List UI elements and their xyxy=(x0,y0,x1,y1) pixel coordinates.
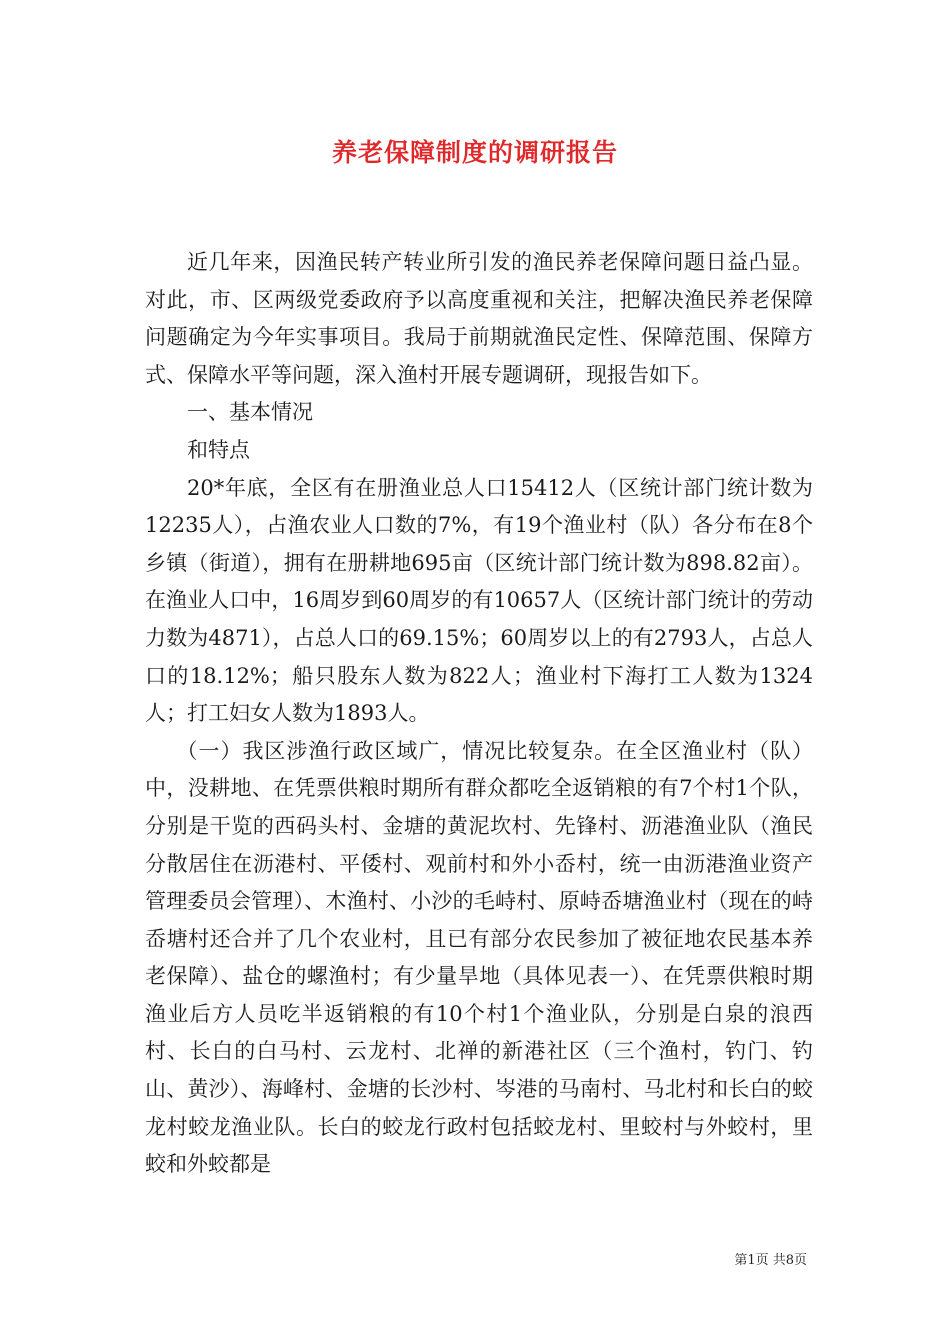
document-body xyxy=(145,244,813,1184)
page-title: 养老保障制度的调研报告 xyxy=(331,138,618,167)
section-heading-continued: 和特点 xyxy=(187,437,250,462)
page-number: 第1页 共8页 xyxy=(734,1253,807,1268)
section-heading: 一、基本情况 xyxy=(187,400,313,425)
paragraph-statistics: 20*年底，全区有在册渔业总人口15412人（区统计部门统计数为12235人），占渔农业人口数的7%，有19个渔业村（队）各分布在8个乡镇（街道），拥有在册耕地695亩（区统计部门统计数为898.82亩）。在渔业人口中，16周岁到60周岁的有10657人（区统计部门统计的劳动力数为4871），占总人口的69.15%；60周岁以上的有2793人，占总人口的18.12%；船只股东人数为822人；渔业村下海打工人数为1324人；打工妇女人数为1893人。 xyxy=(145,475,813,726)
paragraph-intro: 近几年来，因渔民转产转业所引发的渔民养老保障问题日益凸显。对此，市、区两级党委政府予以高度重视和关注，把解决渔民养老保障问题确定为今年实事项目。我局于前期就渔民定性、保障范围、保障方式、保障水平等问题，深入渔村开展专题调研，现报告如下。 xyxy=(145,250,813,387)
paragraph-subsection-1: （一）我区涉渔行政区域广，情况比较复杂。在全区渔业村（队）中，没耕地、在凭票供粮时期所有群众都吃全返销粮的有7个村1个队，分别是干览的西码头村、金塘的黄泥坎村、先锋村、沥港渔业队（渔民分散居住在沥港村、平倭村、观前村和外小岙村，统一由沥港渔业资产管理委员会管理）、木渔村、小沙的毛峙村、原峙岙塘渔业村（现在的峙岙塘村还合并了几个农业村，且已有部分农民参加了被征地农民基本养老保障）、盐仓的螺渔村；有少量旱地（具体见表一）、在凭票供粮时期渔业后方人员吃半返销粮的有10个村1个渔业队，分别是白泉的浪西村、长白的白马村、云龙村、北禅的新港社区（三个渔村，钓门、钓山、黄沙）、海峰村、金塘的长沙村、岑港的马南村、马北村和长白的蛟龙村蛟龙渔业队。长白的蛟龙行政村包括蛟龙村、里蛟村与外蛟村，里蛟和外蛟都是 xyxy=(145,738,813,1177)
